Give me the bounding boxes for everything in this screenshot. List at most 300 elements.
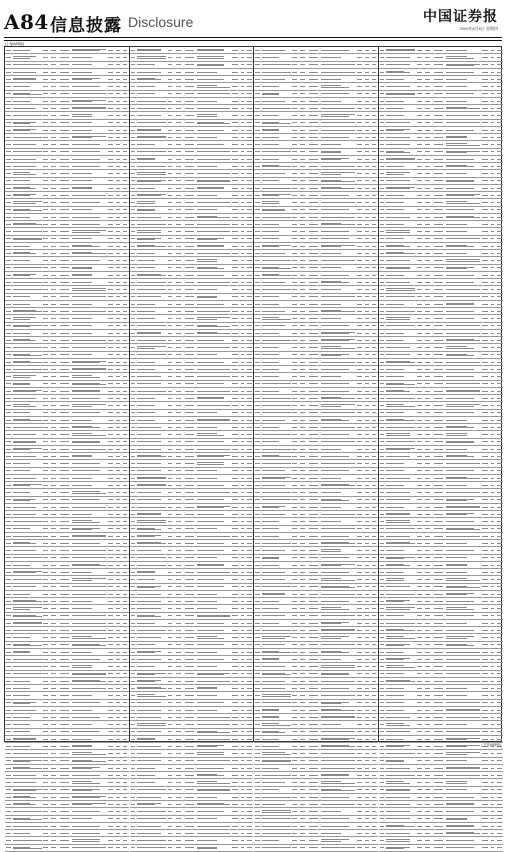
table-cell: [183, 134, 197, 141]
table-cell: [231, 387, 240, 394]
table-cell: [231, 576, 240, 583]
table-cell: [321, 250, 356, 257]
table-cell: [481, 155, 490, 162]
table-cell: [298, 271, 307, 278]
table-cell: [446, 467, 481, 474]
table-cell: [196, 184, 231, 191]
table-cell: [261, 134, 291, 141]
table-cell: [106, 692, 115, 699]
table-cell: [379, 90, 386, 97]
table-row: [254, 228, 378, 235]
table-cell: [291, 525, 298, 532]
table-cell: [121, 90, 128, 97]
table-cell: [261, 279, 291, 286]
table-cell: [183, 221, 197, 228]
table-cell: [446, 474, 481, 481]
table-cell: [495, 511, 503, 518]
table-cell: [386, 155, 416, 162]
table-cell: [416, 264, 423, 271]
table-cell: [307, 569, 321, 576]
table-cell: [137, 453, 167, 460]
table-row: [379, 293, 504, 300]
table-cell: [106, 511, 115, 518]
table-cell: [291, 235, 298, 242]
table-row: [254, 286, 378, 293]
table-cell: [423, 235, 432, 242]
table-cell: [254, 409, 261, 416]
table-cell: [183, 228, 197, 235]
table-row: [130, 358, 254, 365]
table-cell: [432, 496, 446, 503]
table-cell: [481, 699, 490, 706]
table-cell: [49, 431, 58, 438]
table-cell: [58, 54, 72, 61]
table-cell: [261, 54, 291, 61]
table-cell: [174, 619, 183, 626]
table-cell: [432, 482, 446, 489]
table-cell: [174, 453, 183, 460]
table-cell: [423, 619, 432, 626]
table-row: [130, 337, 254, 344]
table-cell: [49, 721, 58, 728]
table-cell: [231, 126, 240, 133]
table-cell: [58, 90, 72, 97]
table-cell: [261, 467, 291, 474]
table-cell: [72, 322, 107, 329]
table-cell: [254, 619, 261, 626]
table-cell: [231, 380, 240, 387]
table-cell: [307, 474, 321, 481]
table-row: [5, 213, 129, 220]
table-cell: [386, 576, 416, 583]
table-cell: [121, 112, 128, 119]
table-cell: [481, 213, 490, 220]
table-cell: [183, 547, 197, 554]
table-cell: [174, 286, 183, 293]
table-cell: [298, 815, 307, 822]
table-cell: [167, 177, 174, 184]
table-cell: [106, 300, 115, 307]
table-cell: [446, 322, 481, 329]
table-cell: [174, 235, 183, 242]
table-cell: [307, 721, 321, 728]
table-row: [130, 627, 254, 634]
table-cell: [355, 605, 364, 612]
table-cell: [446, 213, 481, 220]
table-row: [254, 206, 378, 213]
table-cell: [254, 735, 261, 742]
table-cell: [174, 590, 183, 597]
table-cell: [130, 155, 137, 162]
table-cell: [121, 583, 128, 590]
table-cell: [416, 47, 423, 54]
table-cell: [379, 329, 386, 336]
table-cell: [261, 264, 291, 271]
table-cell: [196, 511, 231, 518]
table-cell: [370, 612, 377, 619]
table-cell: [355, 764, 364, 771]
table-cell: [254, 134, 261, 141]
table-cell: [416, 757, 423, 764]
table-cell: [291, 119, 298, 126]
table-cell: [130, 90, 137, 97]
table-cell: [196, 598, 231, 605]
table-cell: [416, 518, 423, 525]
table-cell: [167, 358, 174, 365]
table-cell: [298, 112, 307, 119]
table-row: [379, 641, 504, 648]
table-cell: [321, 619, 356, 626]
table-cell: [416, 670, 423, 677]
table-cell: [106, 525, 115, 532]
table-row: [130, 518, 254, 525]
table-cell: [432, 380, 446, 387]
table-cell: [58, 213, 72, 220]
table-row: [379, 590, 504, 597]
table-cell: [58, 61, 72, 68]
table-cell: [416, 155, 423, 162]
table-row: [5, 656, 129, 663]
table-cell: [167, 445, 174, 452]
table-cell: [183, 61, 197, 68]
table-cell: [307, 714, 321, 721]
table-cell: [58, 119, 72, 126]
table-cell: [137, 757, 167, 764]
table-cell: [130, 605, 137, 612]
table-row: [379, 337, 504, 344]
table-cell: [137, 728, 167, 735]
table-row: [5, 438, 129, 445]
table-cell: [72, 670, 107, 677]
table-cell: [5, 844, 12, 851]
table-cell: [183, 235, 197, 242]
table-cell: [370, 467, 377, 474]
table-cell: [321, 380, 356, 387]
table-cell: [379, 54, 386, 61]
table-cell: [106, 735, 115, 742]
table-cell: [495, 518, 503, 525]
table-cell: [495, 460, 503, 467]
table-cell: [386, 453, 416, 460]
table-cell: [291, 141, 298, 148]
table-row: [130, 271, 254, 278]
table-cell: [379, 518, 386, 525]
table-cell: [137, 126, 167, 133]
table-cell: [355, 721, 364, 728]
table-cell: [321, 641, 356, 648]
table-cell: [196, 438, 231, 445]
table-cell: [12, 547, 42, 554]
table-cell: [106, 714, 115, 721]
table-cell: [121, 496, 128, 503]
table-cell: [72, 554, 107, 561]
table-cell: [495, 250, 503, 257]
table-row: [379, 221, 504, 228]
table-cell: [261, 837, 291, 844]
table-cell: [58, 279, 72, 286]
table-cell: [307, 68, 321, 75]
table-cell: [58, 750, 72, 757]
table-cell: [495, 402, 503, 409]
table-row: [254, 416, 378, 423]
table-cell: [5, 206, 12, 213]
table-cell: [446, 576, 481, 583]
table-cell: [416, 764, 423, 771]
table-cell: [174, 119, 183, 126]
table-cell: [321, 764, 356, 771]
table-cell: [432, 286, 446, 293]
table-cell: [291, 329, 298, 336]
table-cell: [130, 148, 137, 155]
table-cell: [167, 598, 174, 605]
table-cell: [423, 670, 432, 677]
table-cell: [254, 271, 261, 278]
table-cell: [174, 735, 183, 742]
table-cell: [72, 329, 107, 336]
table-cell: [174, 112, 183, 119]
table-row: [130, 163, 254, 170]
table-row: [130, 612, 254, 619]
table-row: [130, 793, 254, 800]
table-cell: [386, 532, 416, 539]
table-cell: [130, 126, 137, 133]
table-cell: [370, 112, 377, 119]
table-cell: [379, 663, 386, 670]
table-cell: [231, 322, 240, 329]
table-cell: [355, 221, 364, 228]
table-cell: [106, 271, 115, 278]
table-cell: [261, 627, 291, 634]
table-cell: [254, 213, 261, 220]
table-cell: [254, 844, 261, 851]
table-cell: [42, 445, 49, 452]
table-cell: [49, 228, 58, 235]
table-cell: [12, 68, 42, 75]
table-cell: [130, 358, 137, 365]
table-cell: [307, 286, 321, 293]
table-row: [5, 358, 129, 365]
table-cell: [12, 822, 42, 829]
table-row: [379, 460, 504, 467]
table-cell: [167, 293, 174, 300]
table-cell: [416, 735, 423, 742]
table-cell: [42, 554, 49, 561]
table-cell: [137, 460, 167, 467]
table-cell: [49, 257, 58, 264]
table-cell: [379, 438, 386, 445]
table-cell: [321, 496, 356, 503]
table-cell: [12, 612, 42, 619]
table-cell: [49, 286, 58, 293]
table-cell: [106, 329, 115, 336]
table-cell: [432, 250, 446, 257]
table-cell: [432, 264, 446, 271]
table-cell: [379, 83, 386, 90]
table-row: [254, 134, 378, 141]
table-cell: [423, 395, 432, 402]
table-cell: [196, 257, 231, 264]
table-cell: [261, 605, 291, 612]
table-cell: [481, 83, 490, 90]
table-cell: [370, 772, 377, 779]
table-cell: [432, 184, 446, 191]
table-cell: [379, 431, 386, 438]
table-cell: [254, 293, 261, 300]
table-cell: [298, 416, 307, 423]
table-cell: [307, 764, 321, 771]
table-cell: [321, 561, 356, 568]
table-cell: [12, 286, 42, 293]
table-cell: [121, 170, 128, 177]
table-cell: [423, 387, 432, 394]
table-cell: [174, 329, 183, 336]
table-cell: [174, 612, 183, 619]
table-cell: [167, 764, 174, 771]
table-cell: [231, 416, 240, 423]
table-cell: [298, 569, 307, 576]
table-cell: [49, 801, 58, 808]
table-cell: [423, 308, 432, 315]
table-cell: [446, 460, 481, 467]
table-cell: [321, 793, 356, 800]
table-cell: [481, 598, 490, 605]
table-cell: [137, 677, 167, 684]
table-cell: [298, 387, 307, 394]
table-cell: [167, 155, 174, 162]
table-cell: [42, 844, 49, 851]
table-cell: [355, 141, 364, 148]
table-cell: [379, 337, 386, 344]
table-cell: [261, 119, 291, 126]
table-cell: [130, 489, 137, 496]
table-cell: [481, 808, 490, 815]
table-cell: [42, 97, 49, 104]
table-cell: [12, 699, 42, 706]
table-cell: [106, 387, 115, 394]
table-cell: [261, 228, 291, 235]
table-cell: [231, 757, 240, 764]
table-cell: [137, 627, 167, 634]
table-cell: [130, 511, 137, 518]
table-cell: [106, 438, 115, 445]
table-cell: [261, 714, 291, 721]
table-row: [5, 250, 129, 257]
table-cell: [261, 192, 291, 199]
table-cell: [307, 380, 321, 387]
table-cell: [495, 728, 503, 735]
table-cell: [58, 728, 72, 735]
table-cell: [58, 677, 72, 684]
table-cell: [130, 192, 137, 199]
table-cell: [49, 90, 58, 97]
table-cell: [58, 105, 72, 112]
table-cell: [254, 728, 261, 735]
table-cell: [446, 286, 481, 293]
table-cell: [231, 453, 240, 460]
table-cell: [261, 772, 291, 779]
table-cell: [386, 605, 416, 612]
table-cell: [446, 344, 481, 351]
table-cell: [72, 503, 107, 510]
table-cell: [321, 112, 356, 119]
table-cell: [42, 793, 49, 800]
table-cell: [446, 634, 481, 641]
table-cell: [370, 438, 377, 445]
table-cell: [446, 366, 481, 373]
table-row: [379, 300, 504, 307]
table-cell: [49, 250, 58, 257]
table-cell: [121, 242, 128, 249]
table-cell: [298, 822, 307, 829]
table-cell: [355, 598, 364, 605]
table-cell: [49, 503, 58, 510]
table-cell: [174, 402, 183, 409]
table-row: [254, 83, 378, 90]
table-cell: [254, 61, 261, 68]
table-cell: [5, 192, 12, 199]
table-cell: [446, 706, 481, 713]
table-row: [130, 583, 254, 590]
table-row: [379, 772, 504, 779]
table-cell: [481, 627, 490, 634]
table-cell: [49, 634, 58, 641]
table-cell: [121, 844, 128, 851]
table-cell: [231, 808, 240, 815]
table-row: [5, 228, 129, 235]
table-row: [254, 750, 378, 757]
table-cell: [298, 445, 307, 452]
table-cell: [42, 830, 49, 837]
table-cell: [130, 706, 137, 713]
table-cell: [196, 293, 231, 300]
table-cell: [196, 395, 231, 402]
table-cell: [196, 453, 231, 460]
table-cell: [12, 358, 42, 365]
table-cell: [49, 663, 58, 670]
table-cell: [42, 373, 49, 380]
table-cell: [386, 373, 416, 380]
table-cell: [307, 641, 321, 648]
table-cell: [423, 112, 432, 119]
table-cell: [12, 402, 42, 409]
table-cell: [58, 76, 72, 83]
table-row: [254, 453, 378, 460]
table-cell: [370, 721, 377, 728]
table-cell: [137, 199, 167, 206]
table-cell: [246, 134, 253, 141]
table-cell: [121, 786, 128, 793]
table-cell: [495, 308, 503, 315]
table-cell: [174, 634, 183, 641]
table-cell: [355, 793, 364, 800]
table-cell: [321, 126, 356, 133]
table-cell: [495, 757, 503, 764]
table-cell: [137, 706, 167, 713]
table-cell: [196, 61, 231, 68]
table-cell: [231, 525, 240, 532]
table-cell: [432, 68, 446, 75]
table-cell: [167, 373, 174, 380]
table-row: [130, 750, 254, 757]
table-cell: [167, 170, 174, 177]
table-row: [130, 837, 254, 844]
table-cell: [416, 772, 423, 779]
table-cell: [72, 431, 107, 438]
table-cell: [481, 134, 490, 141]
table-cell: [446, 801, 481, 808]
table-cell: [416, 337, 423, 344]
table-cell: [5, 576, 12, 583]
